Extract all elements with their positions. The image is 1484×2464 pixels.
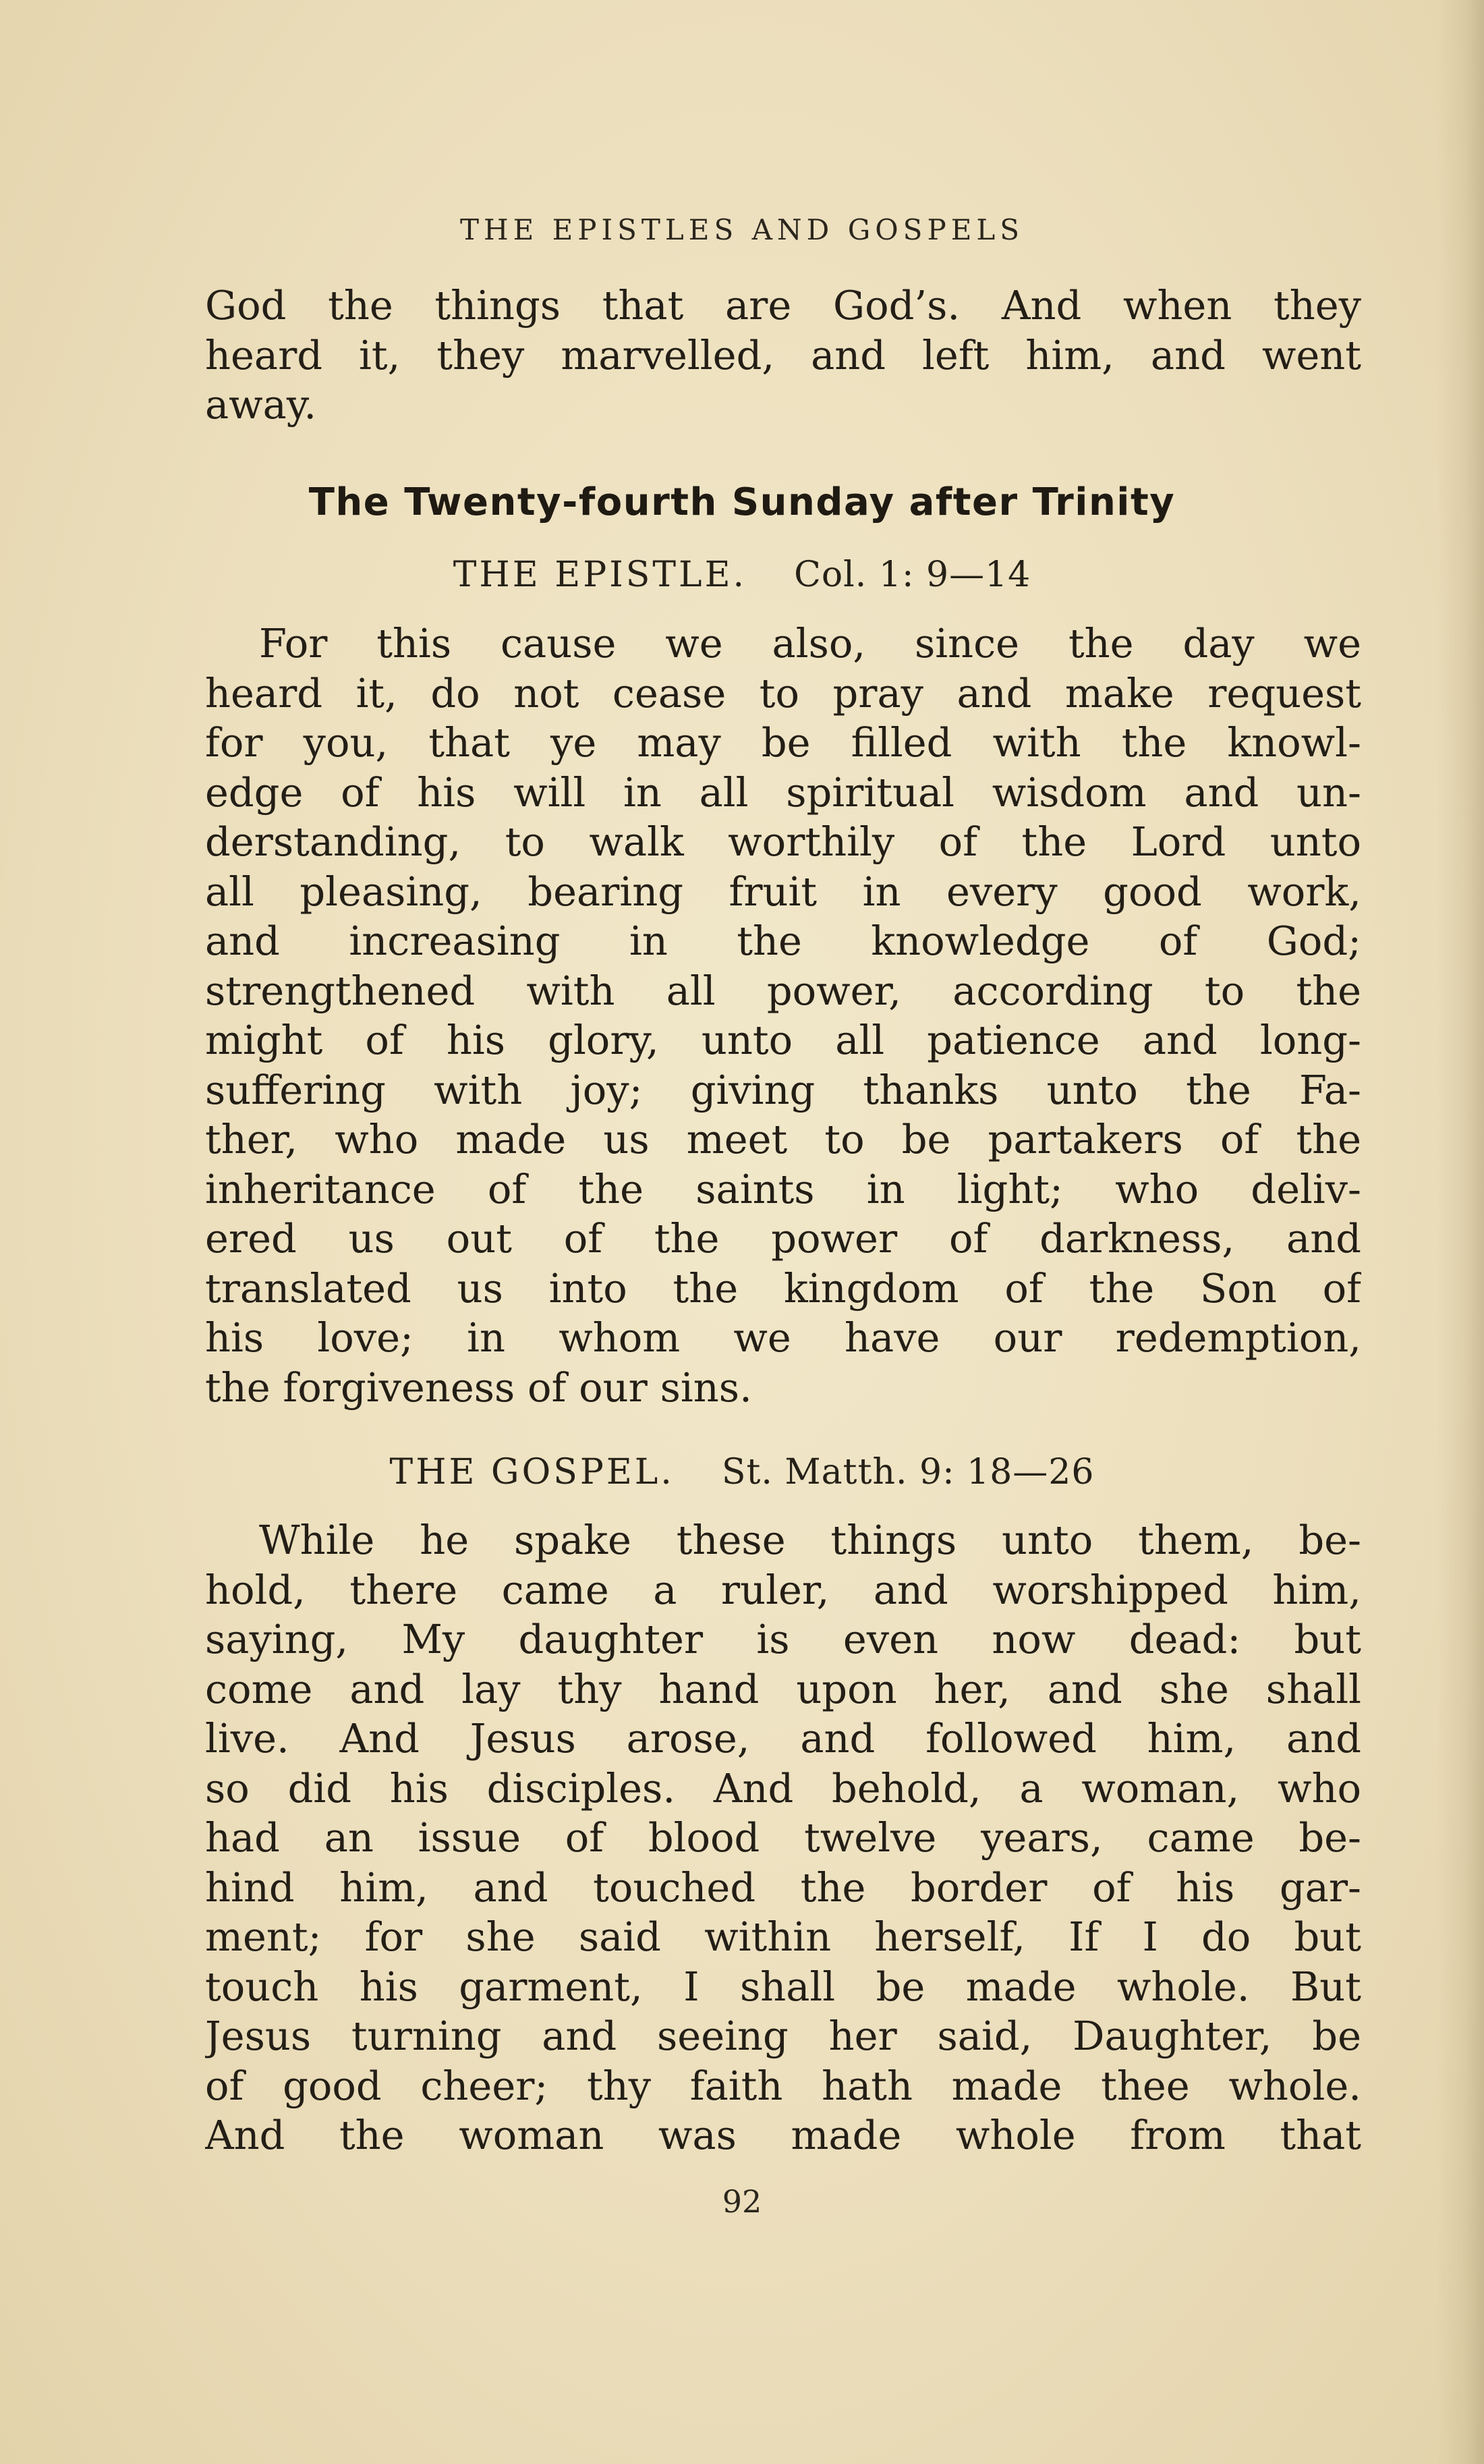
text-line: all pleasing, bearing fruit in every good work,	[205, 868, 1361, 915]
text-line: ment; for she said within herself, If I do but	[205, 1913, 1361, 1960]
text-line: heard it, do not cease to pray and make request	[205, 669, 1361, 717]
text-line: live. And Jesus arose, and followed him, and	[205, 1715, 1361, 1762]
text-line: Jesus turning and seeing her said, Daughter, be	[205, 2013, 1361, 2059]
running-head: THE EPISTLES AND GOSPELS	[459, 213, 1025, 246]
text-line: hind him, and touched the border of his gar-	[205, 1864, 1361, 1911]
text-line: ther, who made us meet to be partakers of the	[205, 1116, 1361, 1163]
gospel-reference: St. Matth. 9: 18—26	[721, 1452, 1095, 1492]
epistle-text	[205, 619, 1361, 1412]
text-line: suffering with joy; giving thanks unto the Fa-	[205, 1066, 1361, 1113]
text-line: hold, there came a ruler, and worshipped him,	[205, 1566, 1361, 1613]
gospel-header	[0, 1452, 1484, 1492]
text-line: edge of his will in all spiritual wisdom and un-	[205, 768, 1361, 816]
text-line: derstanding, to walk worthily of the Lord unto	[205, 818, 1361, 865]
epistle-header	[0, 555, 1484, 595]
epistle-reference: Col. 1: 9—14	[794, 555, 1031, 595]
text-line: for you, that ye may be filled with the knowl-	[205, 719, 1361, 766]
text-line: translated us into the kingdom of the Son of	[205, 1264, 1361, 1312]
text-line: his love; in whom we have our redemption,	[205, 1314, 1361, 1361]
text-line: God the things that are God’s. And when they	[205, 282, 1361, 329]
text-line: the forgiveness of our sins.	[205, 1364, 752, 1411]
page-edge-shadow	[1437, 0, 1484, 2464]
text-line: might of his glory, unto all patience and long-	[205, 1017, 1361, 1063]
text-line: away.	[205, 381, 317, 428]
text-line: had an issue of blood twelve years, came be-	[205, 1814, 1361, 1861]
text-line: And the woman was made whole from that	[205, 2112, 1361, 2158]
text-line: ered us out of the power of darkness, and	[205, 1215, 1361, 1262]
text-line: saying, My daughter is even now dead: but	[205, 1616, 1361, 1662]
continuation-paragraph	[205, 281, 1361, 430]
epistle-label: THE EPISTLE.	[453, 555, 747, 595]
text-line: For this cause we also, since the day we	[259, 620, 1361, 667]
text-line: come and lay thy hand upon her, and she shall	[205, 1665, 1361, 1712]
page-number: 92	[722, 2183, 762, 2220]
text-line: touch his garment, I shall be made whole. But	[205, 1963, 1361, 2010]
text-line: strengthened with all power, according to the	[205, 967, 1361, 1014]
text-line: While he spake these things unto them, be-	[259, 1517, 1361, 1563]
gospel-label: THE GOSPEL.	[389, 1452, 675, 1492]
text-line: heard it, they marvelled, and left him, and went	[205, 331, 1361, 379]
text-line: so did his disciples. And behold, a woman, who	[205, 1764, 1361, 1812]
text-line: of good cheer; thy faith hath made thee whole.	[205, 2062, 1361, 2109]
text-line: and increasing in the knowledge of God;	[205, 918, 1361, 964]
text-line: inheritance of the saints in light; who deliv-	[205, 1165, 1361, 1212]
gospel-text	[205, 1515, 1361, 2160]
sunday-heading: The Twenty-fourth Sunday after Trinity	[308, 480, 1176, 524]
